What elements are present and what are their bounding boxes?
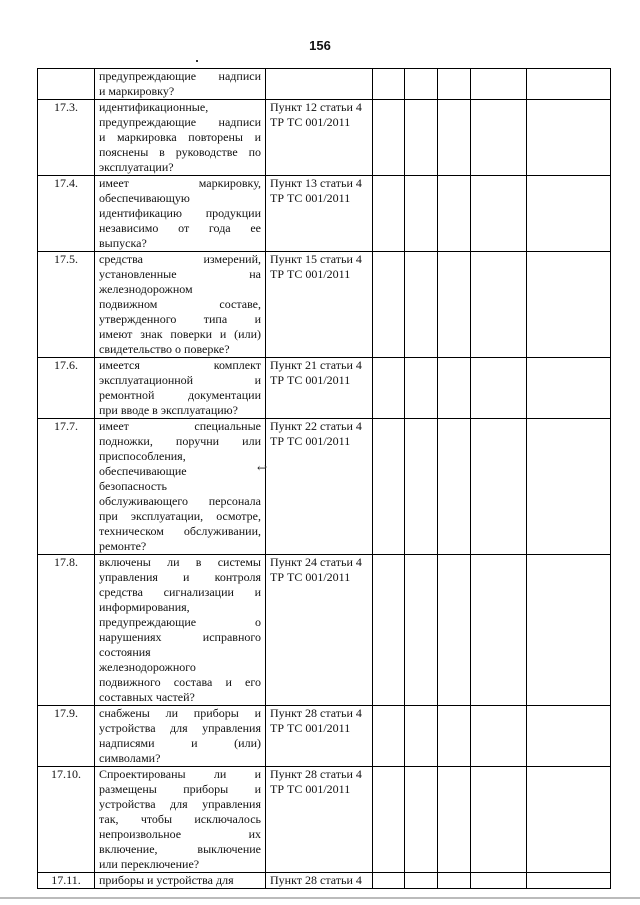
answer-cell [527, 555, 611, 706]
requirement-line: утвержденного типа и [99, 312, 261, 326]
requirement-line: средства измерений, [99, 252, 261, 266]
answer-cell [471, 176, 527, 252]
answer-cell [373, 419, 405, 555]
answer-cell [527, 419, 611, 555]
answer-cell [527, 706, 611, 767]
requirement-line: железнодорожном [99, 282, 193, 296]
requirement-line: имеет специальные [99, 419, 261, 433]
requirement-text [95, 69, 266, 100]
scan-edge [0, 897, 640, 899]
requirement-line: независимо от года ее [99, 221, 261, 235]
answer-cell [527, 358, 611, 419]
requirement-line: эксплуатационной и [99, 373, 261, 387]
answer-cell [405, 100, 438, 176]
reference-line: Пункт 22 статьи 4 [270, 419, 362, 433]
answer-cell [405, 873, 438, 889]
item-number: 17.3. [38, 100, 95, 176]
requirement-line: железнодорожного [99, 660, 196, 674]
requirement-line: управления и контроля [99, 570, 261, 584]
regulation-reference [266, 706, 373, 767]
requirement-line: ремонтной документации [99, 388, 261, 402]
requirement-text [95, 419, 266, 555]
requirement-line: предупреждающие надписи [99, 69, 261, 83]
answer-cell [438, 555, 471, 706]
requirement-line: выпуска? [99, 236, 147, 250]
item-number: 17.7. [38, 419, 95, 555]
reference-line: ТР ТС 001/2011 [270, 373, 351, 387]
reference-line: Пункт 13 статьи 4 [270, 176, 362, 190]
requirement-line: и маркировка повторены и [99, 130, 261, 144]
requirement-line: средства сигнализации и [99, 585, 261, 599]
regulation-reference [266, 176, 373, 252]
requirement-line: безопасность [99, 479, 167, 493]
answer-cell [527, 767, 611, 873]
pen-mark: ↩ [257, 461, 268, 475]
table-row [38, 176, 611, 252]
scan-speck [196, 60, 198, 62]
requirement-line: предупреждающие о [99, 615, 261, 629]
regulation-reference [266, 555, 373, 706]
answer-cell [405, 252, 438, 358]
requirement-line: пояснены в руководстве по [99, 145, 261, 159]
item-number: 17.10. [38, 767, 95, 873]
answer-cell [373, 100, 405, 176]
requirement-text [95, 873, 266, 889]
regulation-reference [266, 358, 373, 419]
table-row [38, 419, 611, 555]
reference-line: Пункт 12 статьи 4 [270, 100, 362, 114]
answer-cell [438, 176, 471, 252]
reference-line: ТР ТС 001/2011 [270, 115, 351, 129]
regulation-reference [266, 767, 373, 873]
answer-cell [438, 706, 471, 767]
answer-cell [373, 176, 405, 252]
requirement-line: или переключение? [99, 857, 200, 871]
requirement-line: и маркировку? [99, 84, 175, 98]
requirement-line: устройства для управления [99, 797, 261, 811]
answer-cell [471, 252, 527, 358]
requirement-line: эксплуатации? [99, 160, 174, 174]
answer-cell [471, 555, 527, 706]
table-row [38, 100, 611, 176]
answer-cell [438, 252, 471, 358]
regulation-reference [266, 873, 373, 889]
requirement-line: непроизвольное их [99, 827, 261, 841]
answer-cell [373, 555, 405, 706]
item-number: 17.9. [38, 706, 95, 767]
requirement-line: надписями и (или) [99, 736, 261, 750]
requirement-line: имеют знак поверки и (или) [99, 327, 261, 341]
reference-line: ТР ТС 001/2011 [270, 782, 351, 796]
reference-line: ТР ТС 001/2011 [270, 191, 351, 205]
requirement-line: нарушениях исправного [99, 630, 261, 644]
table-row [38, 358, 611, 419]
requirement-line: установленные на [99, 267, 261, 281]
page-number: 156 [309, 38, 331, 53]
table-row [38, 252, 611, 358]
requirement-line: так, чтобы исключалось [99, 812, 261, 826]
requirement-line: состояния [99, 645, 151, 659]
answer-cell [527, 100, 611, 176]
requirement-line: имеет маркировку, [99, 176, 261, 190]
item-number: 17.11. [38, 873, 95, 889]
requirement-text [95, 100, 266, 176]
requirement-line: имеется комплект [99, 358, 261, 372]
requirement-line: составных частей? [99, 690, 195, 704]
table-row [38, 555, 611, 706]
answer-cell [373, 252, 405, 358]
reference-line: ТР ТС 001/2011 [270, 434, 351, 448]
requirement-line: подножки, поручни или [99, 434, 261, 448]
reference-line: ТР ТС 001/2011 [270, 570, 351, 584]
reference-line: ТР ТС 001/2011 [270, 721, 351, 735]
answer-cell [471, 767, 527, 873]
requirement-line: включение, выключение [99, 842, 261, 856]
answer-cell [438, 767, 471, 873]
answer-cell [373, 873, 405, 889]
requirement-line: информирования, [99, 600, 190, 614]
answer-cell [405, 706, 438, 767]
requirement-line: техническом обслуживании, [99, 524, 261, 538]
requirement-line: свидетельство о поверке? [99, 342, 230, 356]
requirement-line: предупреждающие надписи [99, 115, 261, 129]
requirement-text [95, 767, 266, 873]
item-number: 17.6. [38, 358, 95, 419]
reference-line: Пункт 15 статьи 4 [270, 252, 362, 266]
item-number: 17.8. [38, 555, 95, 706]
requirement-text [95, 252, 266, 358]
regulation-reference [266, 69, 373, 100]
requirement-text [95, 555, 266, 706]
regulation-reference [266, 100, 373, 176]
requirement-line: подвижном составе, [99, 297, 261, 311]
item-number: 17.4. [38, 176, 95, 252]
answer-cell [373, 706, 405, 767]
requirement-text [95, 358, 266, 419]
requirement-line: ремонте? [99, 539, 147, 553]
answer-cell [471, 873, 527, 889]
answer-cell [405, 69, 438, 100]
regulation-reference [266, 252, 373, 358]
requirement-line: идентификационные, [99, 100, 209, 114]
answer-cell [438, 69, 471, 100]
checklist-table [37, 68, 611, 889]
requirement-line: устройства для управления [99, 721, 261, 735]
answer-cell [471, 100, 527, 176]
requirement-line: размещены приборы и [99, 782, 261, 796]
requirement-line: включены ли в системы [99, 555, 261, 569]
answer-cell [527, 252, 611, 358]
answer-cell [373, 358, 405, 419]
table-row [38, 767, 611, 873]
answer-cell [527, 176, 611, 252]
answer-cell [471, 706, 527, 767]
answer-cell [373, 767, 405, 873]
reference-line: Пункт 28 статьи 4 [270, 706, 362, 720]
item-number [38, 69, 95, 100]
table-row [38, 69, 611, 100]
answer-cell [405, 767, 438, 873]
answer-cell [471, 358, 527, 419]
reference-line: Пункт 28 статьи 4 [270, 767, 362, 781]
item-number: 17.5. [38, 252, 95, 358]
requirement-line: снабжены ли приборы и [99, 706, 261, 720]
answer-cell [438, 358, 471, 419]
requirement-line: обеспечивающую [99, 191, 190, 205]
reference-line: Пункт 28 статьи 4 [270, 873, 362, 887]
answer-cell [405, 358, 438, 419]
requirement-line: Спроектированы ли и [99, 767, 261, 781]
answer-cell [471, 419, 527, 555]
requirement-text [95, 706, 266, 767]
answer-cell [405, 176, 438, 252]
answer-cell [527, 69, 611, 100]
answer-cell [471, 69, 527, 100]
requirement-line: обслуживающего персонала [99, 494, 261, 508]
reference-line: ТР ТС 001/2011 [270, 267, 351, 281]
answer-cell [405, 419, 438, 555]
answer-cell [405, 555, 438, 706]
regulation-reference [266, 419, 373, 555]
table-row [38, 706, 611, 767]
answer-cell [527, 873, 611, 889]
requirement-text [95, 176, 266, 252]
requirement-line: при вводе в эксплуатацию? [99, 403, 238, 417]
reference-line: Пункт 24 статьи 4 [270, 555, 362, 569]
requirement-line: при эксплуатации, осмотре, [99, 509, 261, 523]
answer-cell [438, 419, 471, 555]
answer-cell [438, 100, 471, 176]
requirement-line: подвижного состава и его [99, 675, 261, 689]
reference-line: Пункт 21 статьи 4 [270, 358, 362, 372]
answer-cell [438, 873, 471, 889]
requirement-line: обеспечивающие [99, 464, 187, 478]
answer-cell [373, 69, 405, 100]
requirement-line: идентификацию продукции [99, 206, 261, 220]
table-row [38, 873, 611, 889]
requirement-line: приборы и устройства для [99, 873, 234, 887]
requirement-line: символами? [99, 751, 161, 765]
requirement-line: приспособления, [99, 449, 186, 463]
